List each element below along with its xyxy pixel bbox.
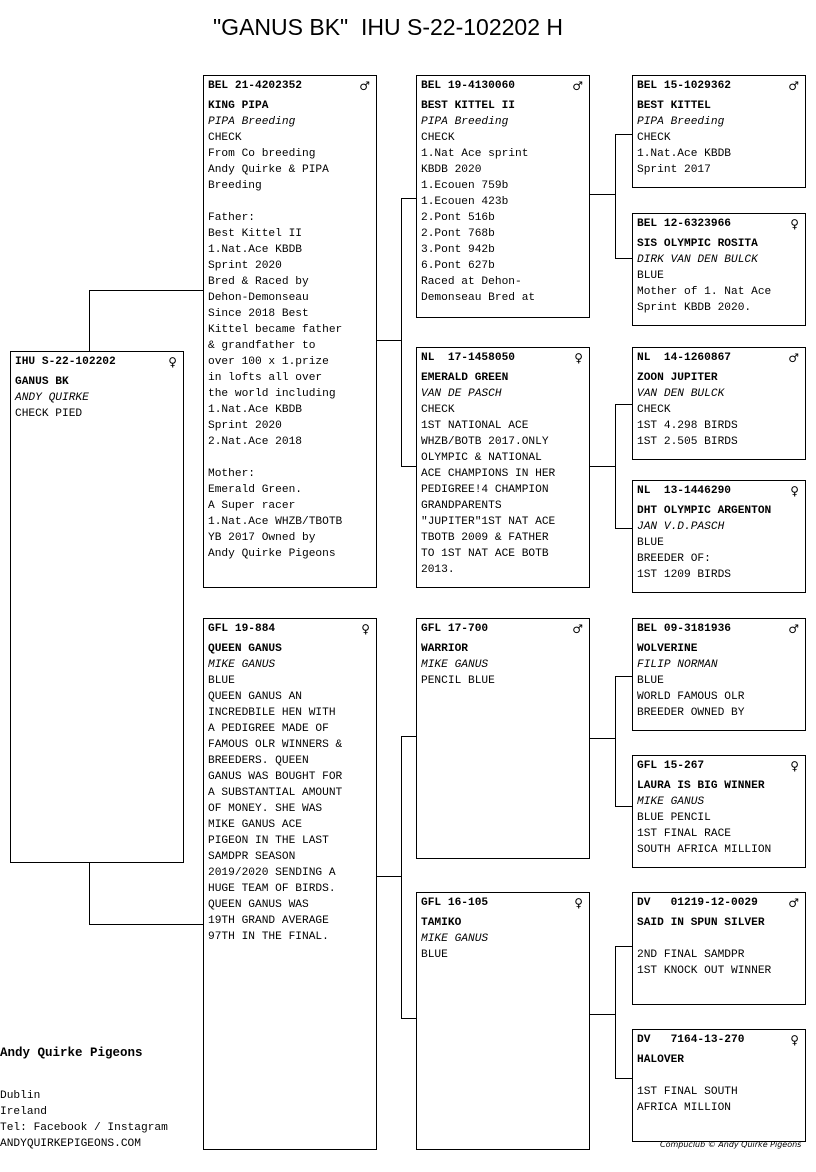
info-line: BLUE PENCIL xyxy=(637,812,711,824)
info-line: BREEDER OF: xyxy=(637,553,711,565)
breeder-name: DIRK VAN DEN BULCK xyxy=(637,254,758,266)
pigeon-name: BEST KITTEL II xyxy=(421,100,515,112)
info-line: Father: xyxy=(208,212,255,224)
info-line: 1ST NATIONAL ACE xyxy=(421,420,529,432)
info-line: A SUBSTANTIAL AMOUNT xyxy=(208,787,343,799)
info-line: MIKE GANUS ACE xyxy=(208,819,302,831)
sex-icon: ♂ xyxy=(788,622,799,636)
connector-line xyxy=(615,946,616,1078)
info-line: Mother of 1. Nat Ace xyxy=(637,286,772,298)
ring-number: DV 7164-13-270 xyxy=(637,1034,745,1046)
footer-city: Dublin xyxy=(0,1090,41,1102)
pigeon-card-mmm[interactable] xyxy=(632,1029,806,1142)
info-line: Sprint 2020 xyxy=(208,420,282,432)
ring-number: GFL 19-884 xyxy=(208,623,276,635)
breeder-name: PIPA Breeding xyxy=(637,116,725,128)
sex-icon: ♀ xyxy=(790,217,799,231)
footer-tel: Tel: Facebook / Instagram xyxy=(0,1122,168,1134)
card-header xyxy=(637,895,801,911)
ring-number: GFL 16-105 xyxy=(421,897,489,909)
info-line: 1ST FINAL RACE xyxy=(637,828,731,840)
sex-icon: ♂ xyxy=(572,79,583,93)
card-header xyxy=(637,350,801,366)
card-header xyxy=(421,895,585,911)
info-line: INCREDBILE HEN WITH xyxy=(208,707,336,719)
pigeon-name: EMERALD GREEN xyxy=(421,372,509,384)
sex-icon: ♀ xyxy=(361,622,370,636)
info-line: CHECK xyxy=(637,132,671,144)
info-line: 1ST 1209 BIRDS xyxy=(637,569,731,581)
info-line: 1.Ecouen 423b xyxy=(421,196,509,208)
sex-icon: ♀ xyxy=(574,351,583,365)
info-line: Mother: xyxy=(208,468,255,480)
info-line: 19TH GRAND AVERAGE xyxy=(208,915,329,927)
info-line xyxy=(637,1068,801,1084)
pigeon-name: QUEEN GANUS xyxy=(208,643,282,655)
info-line: Kittel became father xyxy=(208,324,343,336)
info-line: Since 2018 Best xyxy=(208,308,309,320)
breeder-name: VAN DE PASCH xyxy=(421,388,502,400)
connector-line xyxy=(401,466,417,467)
connector-line xyxy=(615,134,633,135)
info-line: QUEEN GANUS AN xyxy=(208,691,302,703)
ring-number: GFL 15-267 xyxy=(637,760,705,772)
info-line xyxy=(208,194,372,210)
info-line: PEDIGREE!4 CHAMPION xyxy=(421,484,549,496)
info-line: BREEDERS. QUEEN xyxy=(208,755,309,767)
info-line: BLUE xyxy=(421,949,448,961)
sex-icon: ♂ xyxy=(788,351,799,365)
sex-icon: ♂ xyxy=(788,896,799,910)
pigeon-card-fmm[interactable] xyxy=(632,480,806,593)
info-line: OLYMPIC & NATIONAL xyxy=(421,452,542,464)
info-line: TO 1ST NAT ACE BOTB xyxy=(421,548,549,560)
copyright-note: Compuclub © Andy Quirke Pigeons xyxy=(660,1140,802,1149)
info-line: PIGEON IN THE LAST xyxy=(208,835,329,847)
pigeon-card-father[interactable] xyxy=(203,75,377,588)
info-line: 1ST 2.505 BIRDS xyxy=(637,436,738,448)
info-line: GRANDPARENTS xyxy=(421,500,502,512)
info-line: & grandfather to xyxy=(208,340,316,352)
info-line: TBOTB 2009 & FATHER xyxy=(421,532,549,544)
connector-line xyxy=(615,1078,633,1079)
info-line: KBDB 2020 xyxy=(421,164,482,176)
pigeon-name: LAURA IS BIG WINNER xyxy=(637,780,765,792)
connector-line xyxy=(401,736,417,737)
sex-icon: ♂ xyxy=(359,79,370,93)
connector-line xyxy=(615,134,616,258)
pigeon-name: KING PIPA xyxy=(208,100,269,112)
info-line: 6.Pont 627b xyxy=(421,260,495,272)
pigeon-card-fmf[interactable] xyxy=(632,347,806,460)
connector-line xyxy=(89,290,204,291)
pigeon-card-ffm[interactable] xyxy=(632,213,806,326)
info-line: Andy Quirke Pigeons xyxy=(208,548,336,560)
pigeon-name: SAID IN SPUN SILVER xyxy=(637,917,765,929)
connector-line xyxy=(615,528,633,529)
pigeon-name: SIS OLYMPIC ROSITA xyxy=(637,238,758,250)
info-line: 1.Nat Ace sprint xyxy=(421,148,529,160)
info-line: in lofts all over xyxy=(208,372,323,384)
ring-number: BEL 15-1029362 xyxy=(637,80,731,92)
breeder-name: MIKE GANUS xyxy=(208,659,276,671)
card-header xyxy=(421,621,585,637)
info-line: Emerald Green. xyxy=(208,484,302,496)
connector-line xyxy=(89,924,204,925)
info-line: Sprint 2020 xyxy=(208,260,282,272)
info-line: CHECK xyxy=(421,132,455,144)
ring-number: BEL 12-6323966 xyxy=(637,218,731,230)
pigeon-name: DHT OLYMPIC ARGENTON xyxy=(637,505,772,517)
sex-icon: ♀ xyxy=(790,484,799,498)
info-line: SOUTH AFRICA MILLION xyxy=(637,844,772,856)
info-line: CHECK PIED xyxy=(15,408,83,420)
connector-line xyxy=(589,1014,616,1015)
sex-icon: ♀ xyxy=(790,759,799,773)
connector-line xyxy=(589,738,616,739)
info-line: 1.Nat.Ace KBDB xyxy=(208,244,302,256)
info-line xyxy=(637,931,801,947)
info-line: FAMOUS OLR WINNERS & xyxy=(208,739,343,751)
info-line: ACE CHAMPIONS IN HER xyxy=(421,468,556,480)
sex-icon: ♂ xyxy=(788,79,799,93)
info-line xyxy=(208,450,372,466)
info-line: BLUE xyxy=(208,675,235,687)
info-line: 3.Pont 942b xyxy=(421,244,495,256)
info-line: 2013. xyxy=(421,564,455,576)
info-line: BREEDER OWNED BY xyxy=(637,707,745,719)
connector-line xyxy=(401,198,402,466)
info-line: 1.Nat.Ace WHZB/TBOTB xyxy=(208,516,343,528)
info-line: AFRICA MILLION xyxy=(637,1102,731,1114)
card-header xyxy=(637,621,801,637)
info-line: 1.Nat.Ace KBDB xyxy=(637,148,731,160)
info-line: Demonseau Bred at xyxy=(421,292,536,304)
info-line: the world including xyxy=(208,388,336,400)
info-line: Best Kittel II xyxy=(208,228,302,240)
info-line: PENCIL BLUE xyxy=(421,675,495,687)
pigeon-name: GANUS BK xyxy=(15,376,69,388)
info-line: Sprint 2017 xyxy=(637,164,711,176)
info-line: A Super racer xyxy=(208,500,296,512)
connector-line xyxy=(376,340,402,341)
pigeon-card-mfm[interactable] xyxy=(632,755,806,868)
info-line: Dehon-Demonseau xyxy=(208,292,309,304)
info-line: Raced at Dehon- xyxy=(421,276,522,288)
pigeon-card-mother[interactable] xyxy=(203,618,377,1150)
ring-number: BEL 19-4130060 xyxy=(421,80,515,92)
pigeon-card-mm[interactable] xyxy=(416,892,590,1150)
info-line: From Co breeding xyxy=(208,148,316,160)
connector-line xyxy=(615,258,633,259)
breeder-name: FILIP NORMAN xyxy=(637,659,718,671)
ring-number: BEL 21-4202352 xyxy=(208,80,302,92)
info-line: Sprint KBDB 2020. xyxy=(637,302,752,314)
info-line: WHZB/BOTB 2017.ONLY xyxy=(421,436,549,448)
pigeon-card-mmf[interactable] xyxy=(632,892,806,1005)
breeder-name: JAN V.D.PASCH xyxy=(637,521,725,533)
ring-number: NL 13-1446290 xyxy=(637,485,731,497)
card-header xyxy=(637,216,801,232)
connector-line xyxy=(615,806,633,807)
ring-number: BEL 09-3181936 xyxy=(637,623,731,635)
footer-country: Ireland xyxy=(0,1106,47,1118)
pigeon-name: BEST KITTEL xyxy=(637,100,711,112)
sex-icon: ♂ xyxy=(572,622,583,636)
card-header xyxy=(637,78,801,94)
info-line: 2.Pont 516b xyxy=(421,212,495,224)
connector-line xyxy=(401,1018,417,1019)
sex-icon: ♀ xyxy=(574,896,583,910)
connector-line xyxy=(589,194,616,195)
card-header xyxy=(421,350,585,366)
info-line: 1.Nat.Ace KBDB xyxy=(208,404,302,416)
pigeon-card-mf[interactable] xyxy=(416,618,590,859)
info-line: Breeding xyxy=(208,180,262,192)
pigeon-card-subject[interactable] xyxy=(10,351,184,863)
connector-line xyxy=(615,676,616,806)
info-line: HUGE TEAM OF BIRDS. xyxy=(208,883,336,895)
info-line: BLUE xyxy=(637,675,664,687)
info-line: over 100 x 1.prize xyxy=(208,356,329,368)
info-line: 1.Ecouen 759b xyxy=(421,180,509,192)
info-line: CHECK xyxy=(637,404,671,416)
info-line: CHECK xyxy=(208,132,242,144)
info-line: A PEDIGREE MADE OF xyxy=(208,723,329,735)
info-line: GANUS WAS BOUGHT FOR xyxy=(208,771,343,783)
breeder-name: ANDY QUIRKE xyxy=(15,392,89,404)
ring-number: DV 01219-12-0029 xyxy=(637,897,758,909)
connector-line xyxy=(401,198,417,199)
connector-line xyxy=(615,946,633,947)
pigeon-card-fff[interactable] xyxy=(632,75,806,188)
connector-line xyxy=(89,862,90,924)
breeder-name: MIKE GANUS xyxy=(421,933,489,945)
sex-icon: ♀ xyxy=(168,355,177,369)
info-line: 97TH IN THE FINAL. xyxy=(208,931,329,943)
ring-number: NL 14-1260867 xyxy=(637,352,731,364)
connector-line xyxy=(376,876,402,877)
connector-line xyxy=(615,676,633,677)
sex-icon: ♀ xyxy=(790,1033,799,1047)
info-line: BLUE xyxy=(637,270,664,282)
card-header xyxy=(208,78,372,94)
info-line: Bred & Raced by xyxy=(208,276,309,288)
pigeon-card-fm[interactable] xyxy=(416,347,590,588)
ring-number: NL 17-1458050 xyxy=(421,352,515,364)
footer-website[interactable]: ANDYQUIRKEPIGEONS.COM xyxy=(0,1138,141,1150)
info-line: 2019/2020 SENDING A xyxy=(208,867,336,879)
breeder-name: PIPA Breeding xyxy=(208,116,296,128)
page-title: "GANUS BK" IHU S-22-102202 H xyxy=(213,14,563,40)
breeder-name: MIKE GANUS xyxy=(637,796,705,808)
info-line: "JUPITER"1ST NAT ACE xyxy=(421,516,556,528)
card-header xyxy=(208,621,372,637)
pigeon-name: WARRIOR xyxy=(421,643,468,655)
pigeon-card-mff[interactable] xyxy=(632,618,806,731)
card-header xyxy=(637,758,801,774)
pigeon-name: ZOON JUPITER xyxy=(637,372,718,384)
info-line: 2ND FINAL SAMDPR xyxy=(637,949,745,961)
connector-line xyxy=(89,290,90,352)
info-line: 2.Nat.Ace 2018 xyxy=(208,436,302,448)
ring-number: IHU S-22-102202 xyxy=(15,356,116,368)
info-line: 1ST 4.298 BIRDS xyxy=(637,420,738,432)
card-header xyxy=(637,483,801,499)
card-header xyxy=(421,78,585,94)
connector-line xyxy=(615,404,633,405)
pigeon-card-ff[interactable] xyxy=(416,75,590,318)
connector-line xyxy=(401,736,402,1018)
breeder-name: PIPA Breeding xyxy=(421,116,509,128)
info-line: BLUE xyxy=(637,537,664,549)
pigeon-name: HALOVER xyxy=(637,1054,684,1066)
info-line: Andy Quirke & PIPA xyxy=(208,164,329,176)
breeder-name: VAN DEN BULCK xyxy=(637,388,725,400)
connector-line xyxy=(615,404,616,528)
card-header xyxy=(15,354,179,370)
info-line: CHECK xyxy=(421,404,455,416)
info-line: QUEEN GANUS WAS xyxy=(208,899,309,911)
info-line: YB 2017 Owned by xyxy=(208,532,316,544)
info-line: SAMDPR SEASON xyxy=(208,851,296,863)
info-line: OF MONEY. SHE WAS xyxy=(208,803,323,815)
pigeon-name: TAMIKO xyxy=(421,917,462,929)
pigeon-name: WOLVERINE xyxy=(637,643,698,655)
info-line: 1ST FINAL SOUTH xyxy=(637,1086,738,1098)
card-header xyxy=(637,1032,801,1048)
info-line: WORLD FAMOUS OLR xyxy=(637,691,745,703)
info-line: 1ST KNOCK OUT WINNER xyxy=(637,965,772,977)
ring-number: GFL 17-700 xyxy=(421,623,489,635)
breeder-name: MIKE GANUS xyxy=(421,659,489,671)
connector-line xyxy=(589,466,616,467)
footer-owner-name: Andy Quirke Pigeons xyxy=(0,1046,143,1060)
info-line: 2.Pont 768b xyxy=(421,228,495,240)
